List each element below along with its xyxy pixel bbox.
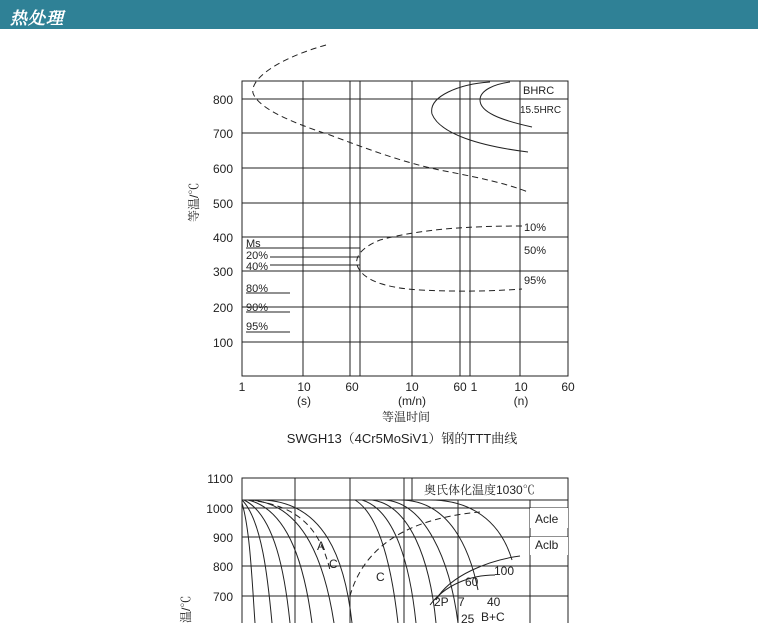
cct-label-60: 60 — [465, 575, 479, 589]
ttt-x-tick: 1 — [470, 380, 478, 394]
chart-mark — [242, 500, 272, 623]
ttt-y-tick: 500 — [212, 197, 233, 211]
cct-y-axis-label: 温/℃ — [179, 595, 193, 623]
ttt-label-50pct: 50% — [524, 245, 547, 257]
ttt-label-40pct: 40% — [246, 261, 269, 273]
ttt-x-unit: (m/n) — [398, 394, 426, 408]
ttt-x-tick: 60 — [561, 380, 575, 394]
ttt-y-tick: 800 — [212, 93, 233, 107]
cct-label-c1: C — [329, 557, 338, 571]
cct-label-bc: B+C — [481, 610, 505, 623]
ttt-left-labels — [246, 238, 268, 333]
ttt-x-axis-label: 等温时间 — [381, 410, 431, 424]
ttt-x-tick: 10 — [405, 380, 419, 394]
cct-chart — [179, 472, 568, 623]
cct-label-100: 100 — [494, 564, 515, 578]
ttt-label-hrc: 15.5HRC — [520, 105, 562, 116]
cct-austenitize-label: 奥氏体化温度1030℃ — [424, 483, 535, 497]
ttt-y-ticks — [213, 93, 233, 350]
chart-mark — [362, 500, 416, 623]
ttt-x-tick: 10 — [514, 380, 528, 394]
ttt-x-tick: 10 — [297, 380, 311, 394]
ttt-y-tick: 600 — [212, 162, 233, 176]
cct-acle-label: Acle — [535, 512, 559, 526]
ttt-chart — [187, 45, 575, 446]
cct-y-tick: 1100 — [207, 472, 233, 486]
ttt-y-tick: 200 — [212, 301, 233, 315]
ttt-label-80pct: 80% — [246, 283, 269, 295]
cct-cooling-curves — [242, 500, 515, 623]
cct-label-40: 40 — [487, 595, 501, 609]
cct-label-a: A — [317, 539, 326, 553]
cct-label-7: 7 — [458, 595, 465, 609]
ttt-label-95pct-left: 95% — [246, 321, 269, 333]
cct-y-tick: 1000 — [206, 502, 233, 516]
ttt-label-10pct: 10% — [524, 222, 547, 234]
ttt-right-labels — [520, 85, 561, 287]
ttt-y-tick: 400 — [212, 231, 233, 245]
ttt-upper-dashed-curve — [253, 45, 528, 192]
ttt-label-95pct: 95% — [524, 275, 547, 287]
cct-y-tick: 800 — [212, 560, 233, 574]
ttt-y-tick: 700 — [212, 127, 233, 141]
chart-mark — [262, 500, 352, 623]
cct-y-tick: 700 — [212, 590, 233, 604]
ttt-label-90pct: 90% — [246, 302, 269, 314]
ttt-pearlite-start-curve — [432, 82, 528, 152]
cct-label-c2: C — [376, 570, 385, 584]
ttt-x-unit: (s) — [297, 394, 311, 408]
ttt-bainite-start-curve — [357, 226, 522, 291]
ttt-x-tick: 1 — [238, 380, 246, 394]
ttt-v-grid — [303, 81, 520, 376]
section-title: 热处理 — [10, 9, 64, 29]
ttt-h-grid — [242, 99, 568, 342]
ttt-y-tick: 300 — [212, 265, 233, 279]
cct-label-2p: 2P — [434, 595, 449, 609]
ttt-label-20pct: 20% — [246, 250, 269, 262]
ttt-chart-title: SWGH13（4Cr5MoSiV1）钢的TTT曲线 — [286, 431, 518, 446]
cct-c-critical-dashed — [350, 512, 480, 596]
chart-mark — [430, 500, 512, 560]
cct-aclb-label: Aclb — [535, 538, 559, 552]
ttt-y-axis-label: 等温/℃ — [187, 182, 201, 222]
ttt-x-tick: 60 — [345, 380, 359, 394]
chart-mark — [242, 503, 255, 623]
ttt-x-unit: (n) — [513, 394, 529, 408]
ttt-label-ms: Ms — [246, 238, 261, 250]
ttt-x-ticks — [239, 380, 575, 408]
cct-y-ticks — [206, 472, 233, 604]
cct-y-tick: 900 — [212, 531, 233, 545]
ttt-plot-frame — [242, 81, 568, 376]
ttt-y-tick: 100 — [212, 336, 233, 350]
chart-mark — [355, 500, 398, 623]
ttt-x-tick: 60 — [453, 380, 467, 394]
ttt-label-bhrc: BHRC — [523, 85, 555, 97]
cct-label-25: 25 — [461, 612, 475, 623]
